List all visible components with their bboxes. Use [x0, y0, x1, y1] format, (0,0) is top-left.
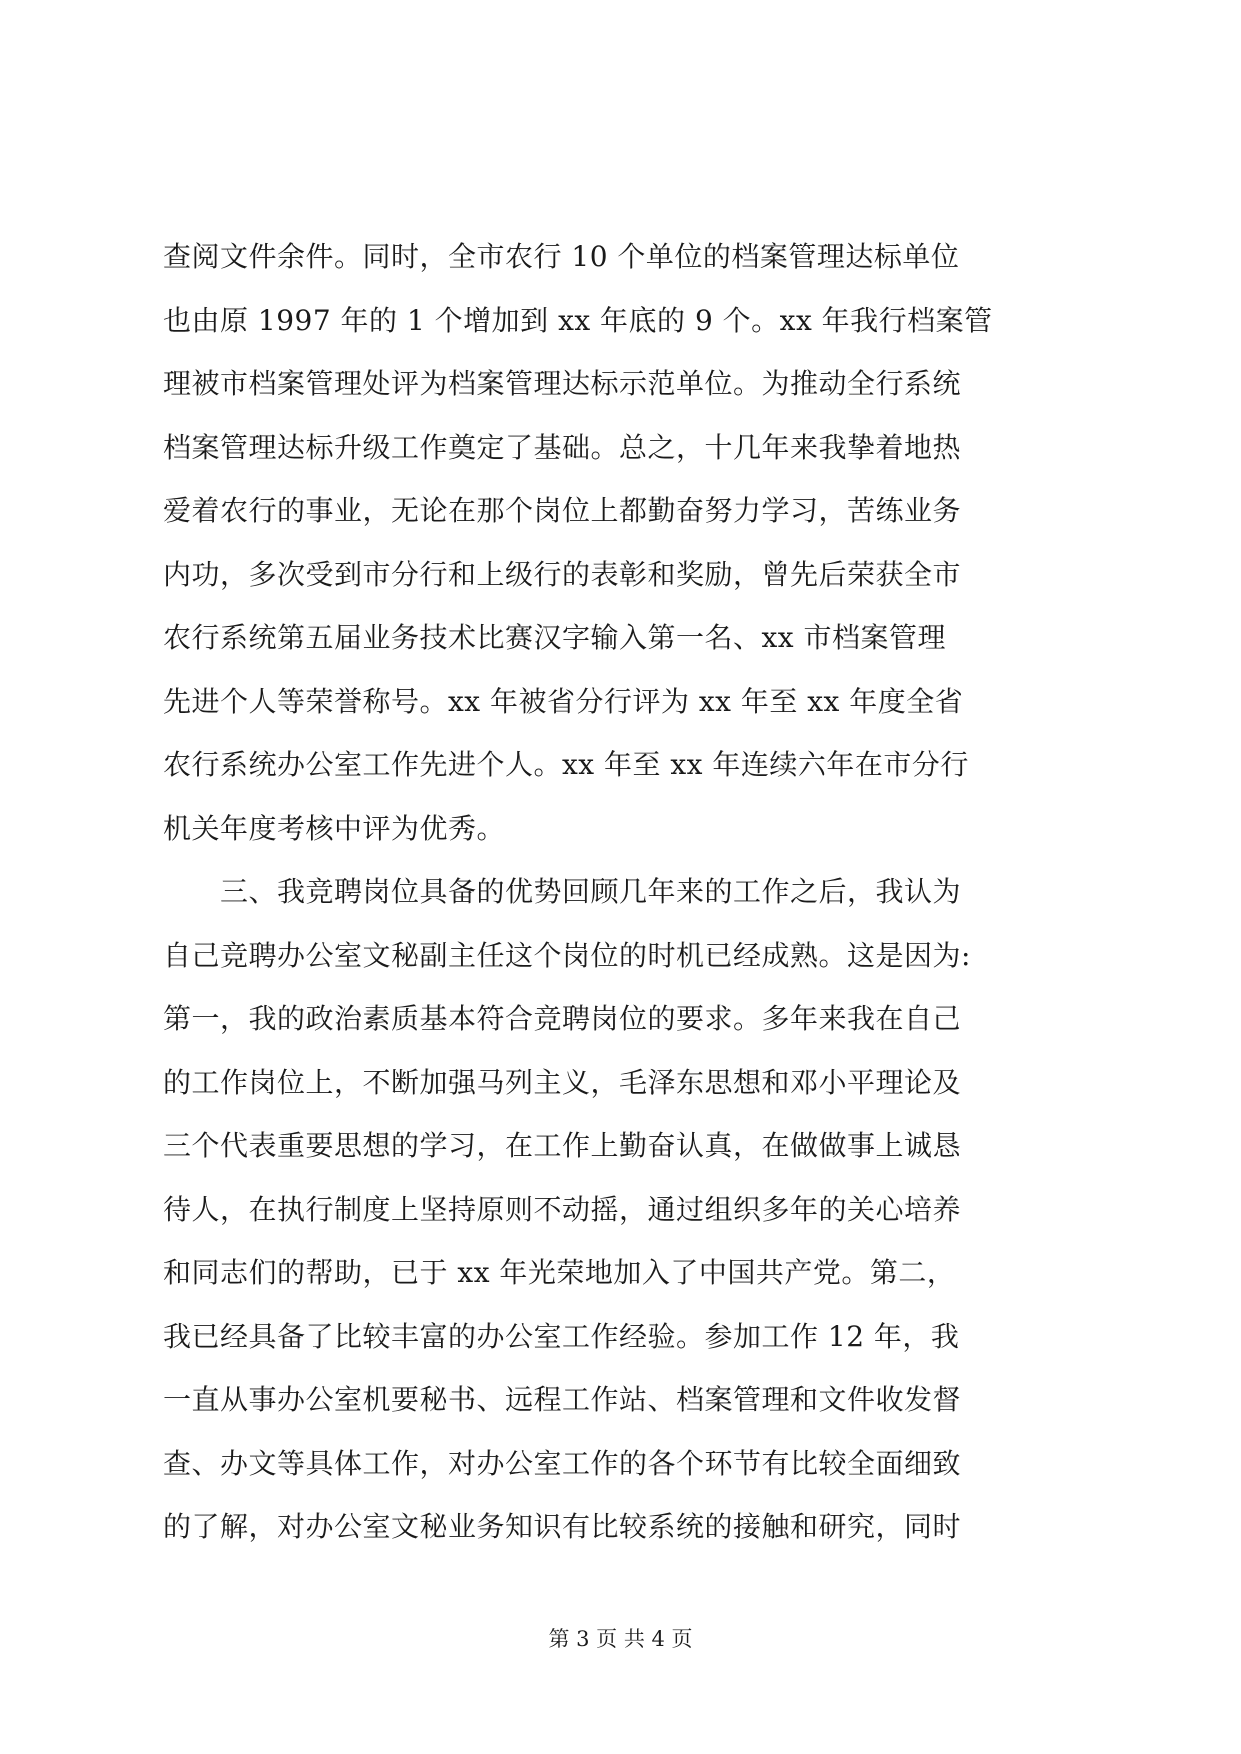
text-line: 理被市档案管理处评为档案管理达标示范单位。为推动全行系统	[163, 367, 962, 400]
text-line: 三、我竞聘岗位具备的优势回顾几年来的工作之后，我认为	[163, 875, 962, 908]
text-line: 第一，我的政治素质基本符合竞聘岗位的要求。多年来我在自己	[163, 1002, 962, 1035]
text-line: 内功，多次受到市分行和上级行的表彰和奖励，曾先后荣获全市	[163, 557, 962, 591]
text-line: 待人，在执行制度上坚持原则不动摇，通过组织多年的关心培养	[163, 1192, 962, 1226]
text-line: 查阅文件余件。同时，全市农行 10 个单位的档案管理达标单位	[163, 240, 960, 273]
text-line: 农行系统第五届业务技术比赛汉字输入第一名、xx 市档案管理	[163, 621, 946, 654]
text-line: 农行系统办公室工作先进个人。xx 年至 xx 年连续六年在市分行	[163, 748, 969, 781]
text-line: 的了解，对办公室文秘业务知识有比较系统的接触和研究，同时	[163, 1510, 962, 1543]
text-line: 档案管理达标升级工作奠定了基础。总之，十几年来我挚着地热	[163, 430, 962, 464]
text-line: 一直从事办公室机要秘书、远程工作站、档案管理和文件收发督	[163, 1383, 962, 1416]
text-line: 自己竞聘办公室文秘副主任这个岗位的时机已经成熟。这是因为:	[163, 938, 971, 972]
text-line: 机关年度考核中评为优秀。	[163, 811, 506, 845]
text-line: 和同志们的帮助，已于 xx 年光荣地加入了中国共产党。第二，	[163, 1256, 956, 1289]
text-line: 爱着农行的事业，无论在那个岗位上都勤奋努力学习，苦练业务	[163, 494, 962, 527]
text-line: 也由原 1997 年的 1 个增加到 xx 年底的 9 个。xx 年我行档案管	[163, 303, 993, 337]
text-line: 查、办文等具体工作，对办公室工作的各个环节有比较全面细致	[163, 1446, 962, 1480]
text-line: 我已经具备了比较丰富的办公室工作经验。参加工作 12 年，我	[163, 1319, 960, 1353]
text-line: 三个代表重要思想的学习，在工作上勤奋认真，在做做事上诚恳	[163, 1129, 962, 1162]
page-number-footer: 第 3 页 共 4 页	[548, 1627, 693, 1651]
text-line: 先进个人等荣誉称号。xx 年被省分行评为 xx 年至 xx 年度全省	[163, 684, 964, 718]
text-line: 的工作岗位上，不断加强马列主义，毛泽东思想和邓小平理论及	[163, 1065, 962, 1099]
body-text	[163, 225, 1083, 1559]
